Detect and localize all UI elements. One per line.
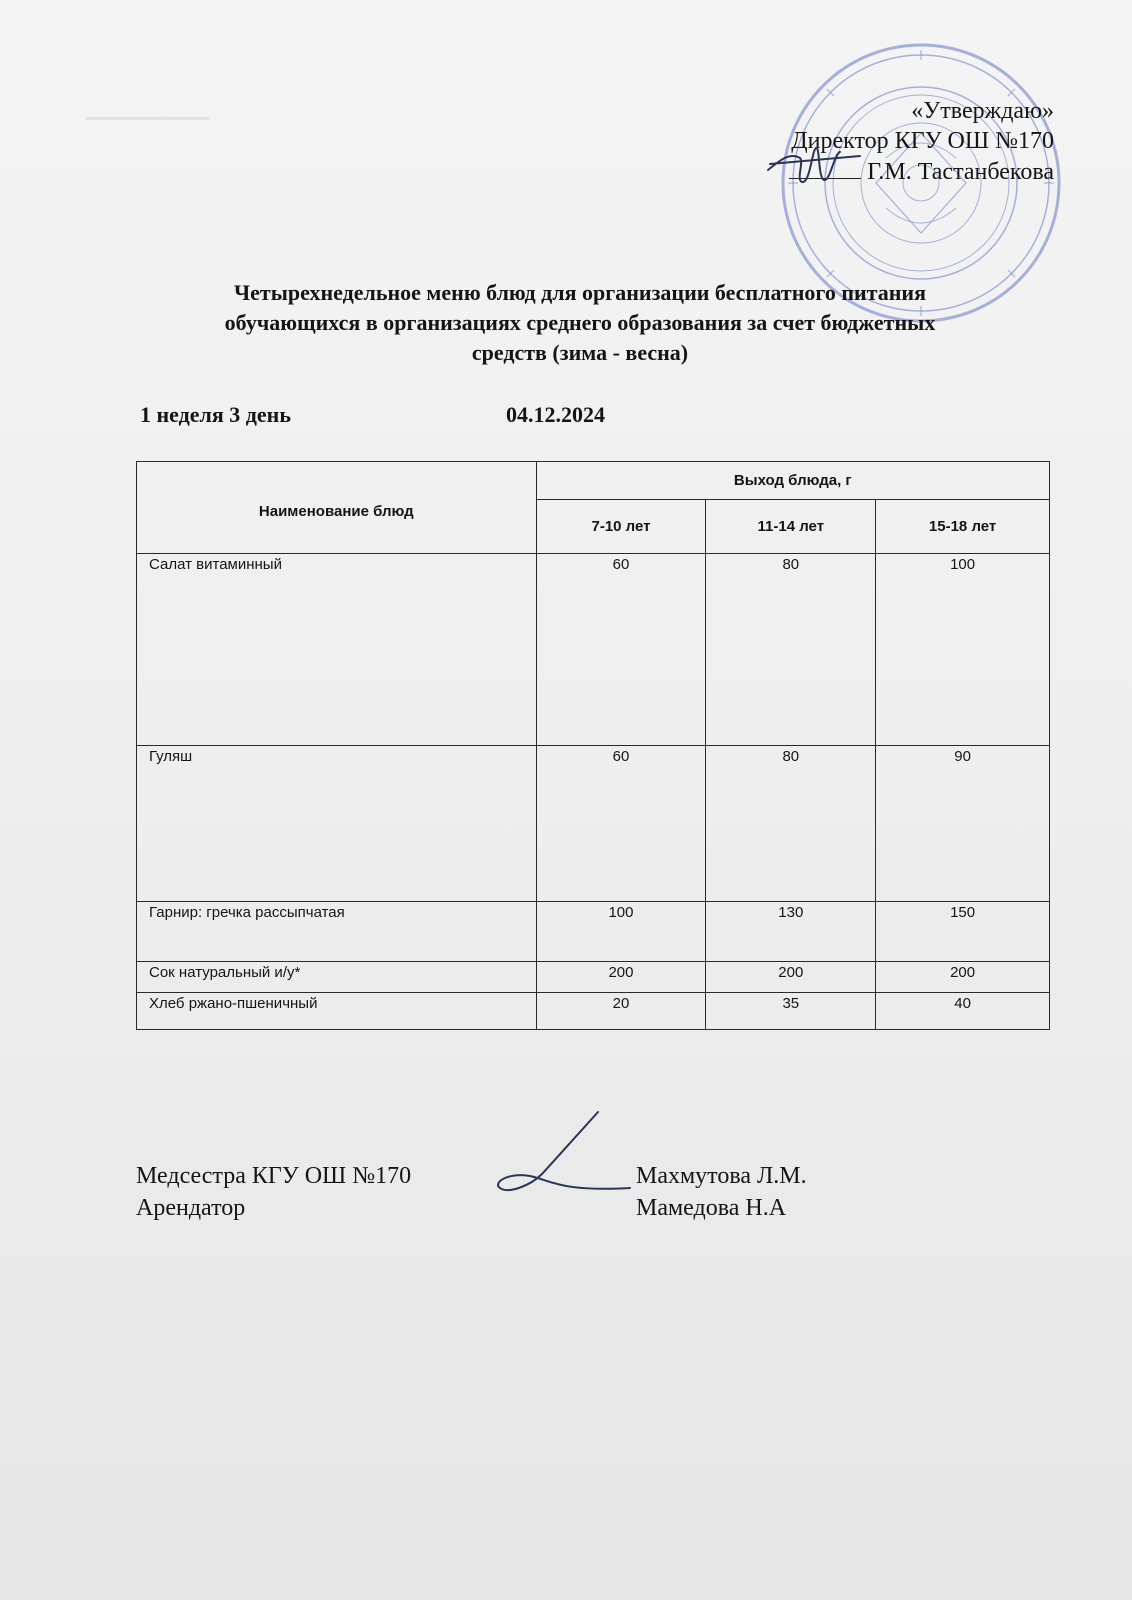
dish-value: 200 [536,962,706,993]
footer-name-tenant: Мамедова Н.А [636,1195,787,1221]
dish-value: 150 [876,902,1050,962]
nurse-signature-icon [490,1106,640,1216]
footer-role-nurse: Медсестра КГУ ОШ №170 [136,1163,412,1189]
title-line-3: средств (зима - весна) [471,340,689,365]
dish-value: 80 [706,554,876,746]
table-row [137,993,1050,1030]
table-row [137,902,1050,962]
dish-name: Гуляш [137,746,537,902]
header-dish-name: Наименование блюд [137,462,537,554]
footer-roles [136,1160,411,1224]
dish-value: 80 [706,746,876,902]
week-day-label: 1 неделя 3 день [140,402,291,427]
header-age-11-14: 11-14 лет [706,500,876,554]
title-line-1: Четырехнедельное меню блюд для организации бесплатного питания [233,280,926,305]
dish-name: Салат витаминный [137,554,537,746]
dish-value: 200 [706,962,876,993]
document-title [120,278,1040,368]
footer-role-tenant: Арендатор [136,1195,246,1221]
dish-value: 20 [536,993,706,1030]
header-age-7-10: 7-10 лет [536,500,706,554]
table-row [137,554,1050,746]
dish-value: 200 [876,962,1050,993]
dish-value: 100 [876,554,1050,746]
approval-position: Директор КГУ ОШ №170 [791,128,1054,154]
director-signature-icon [760,130,880,200]
bleed-through-text: ▁▁▁▁▁▁▁▁ [86,98,210,120]
title-line-2: обучающихся в организациях среднего образования за счет бюджетных [224,310,936,335]
dish-value: 60 [536,746,706,902]
dish-value: 35 [706,993,876,1030]
dish-name: Хлеб ржано-пшеничный [137,993,537,1030]
header-output: Выход блюда, г [536,462,1049,500]
dish-value: 40 [876,993,1050,1030]
dish-value: 130 [706,902,876,962]
menu-date: 04.12.2024 [506,402,605,427]
footer-names [636,1160,807,1224]
dish-value: 60 [536,554,706,746]
approval-name: Г.М. Тастанбекова [867,159,1054,185]
dish-name: Гарнир: гречка рассыпчатая [137,902,537,962]
header-age-15-18: 15-18 лет [876,500,1050,554]
table-row [137,746,1050,902]
footer-name-nurse: Махмутова Л.М. [636,1163,807,1189]
table-row [137,962,1050,993]
table-header-row [137,462,1050,500]
dish-value: 90 [876,746,1050,902]
approval-title: «Утверждаю» [911,98,1054,124]
dish-name: Сок натуральный и/у* [137,962,537,993]
dish-value: 100 [536,902,706,962]
menu-table [136,461,1050,1030]
